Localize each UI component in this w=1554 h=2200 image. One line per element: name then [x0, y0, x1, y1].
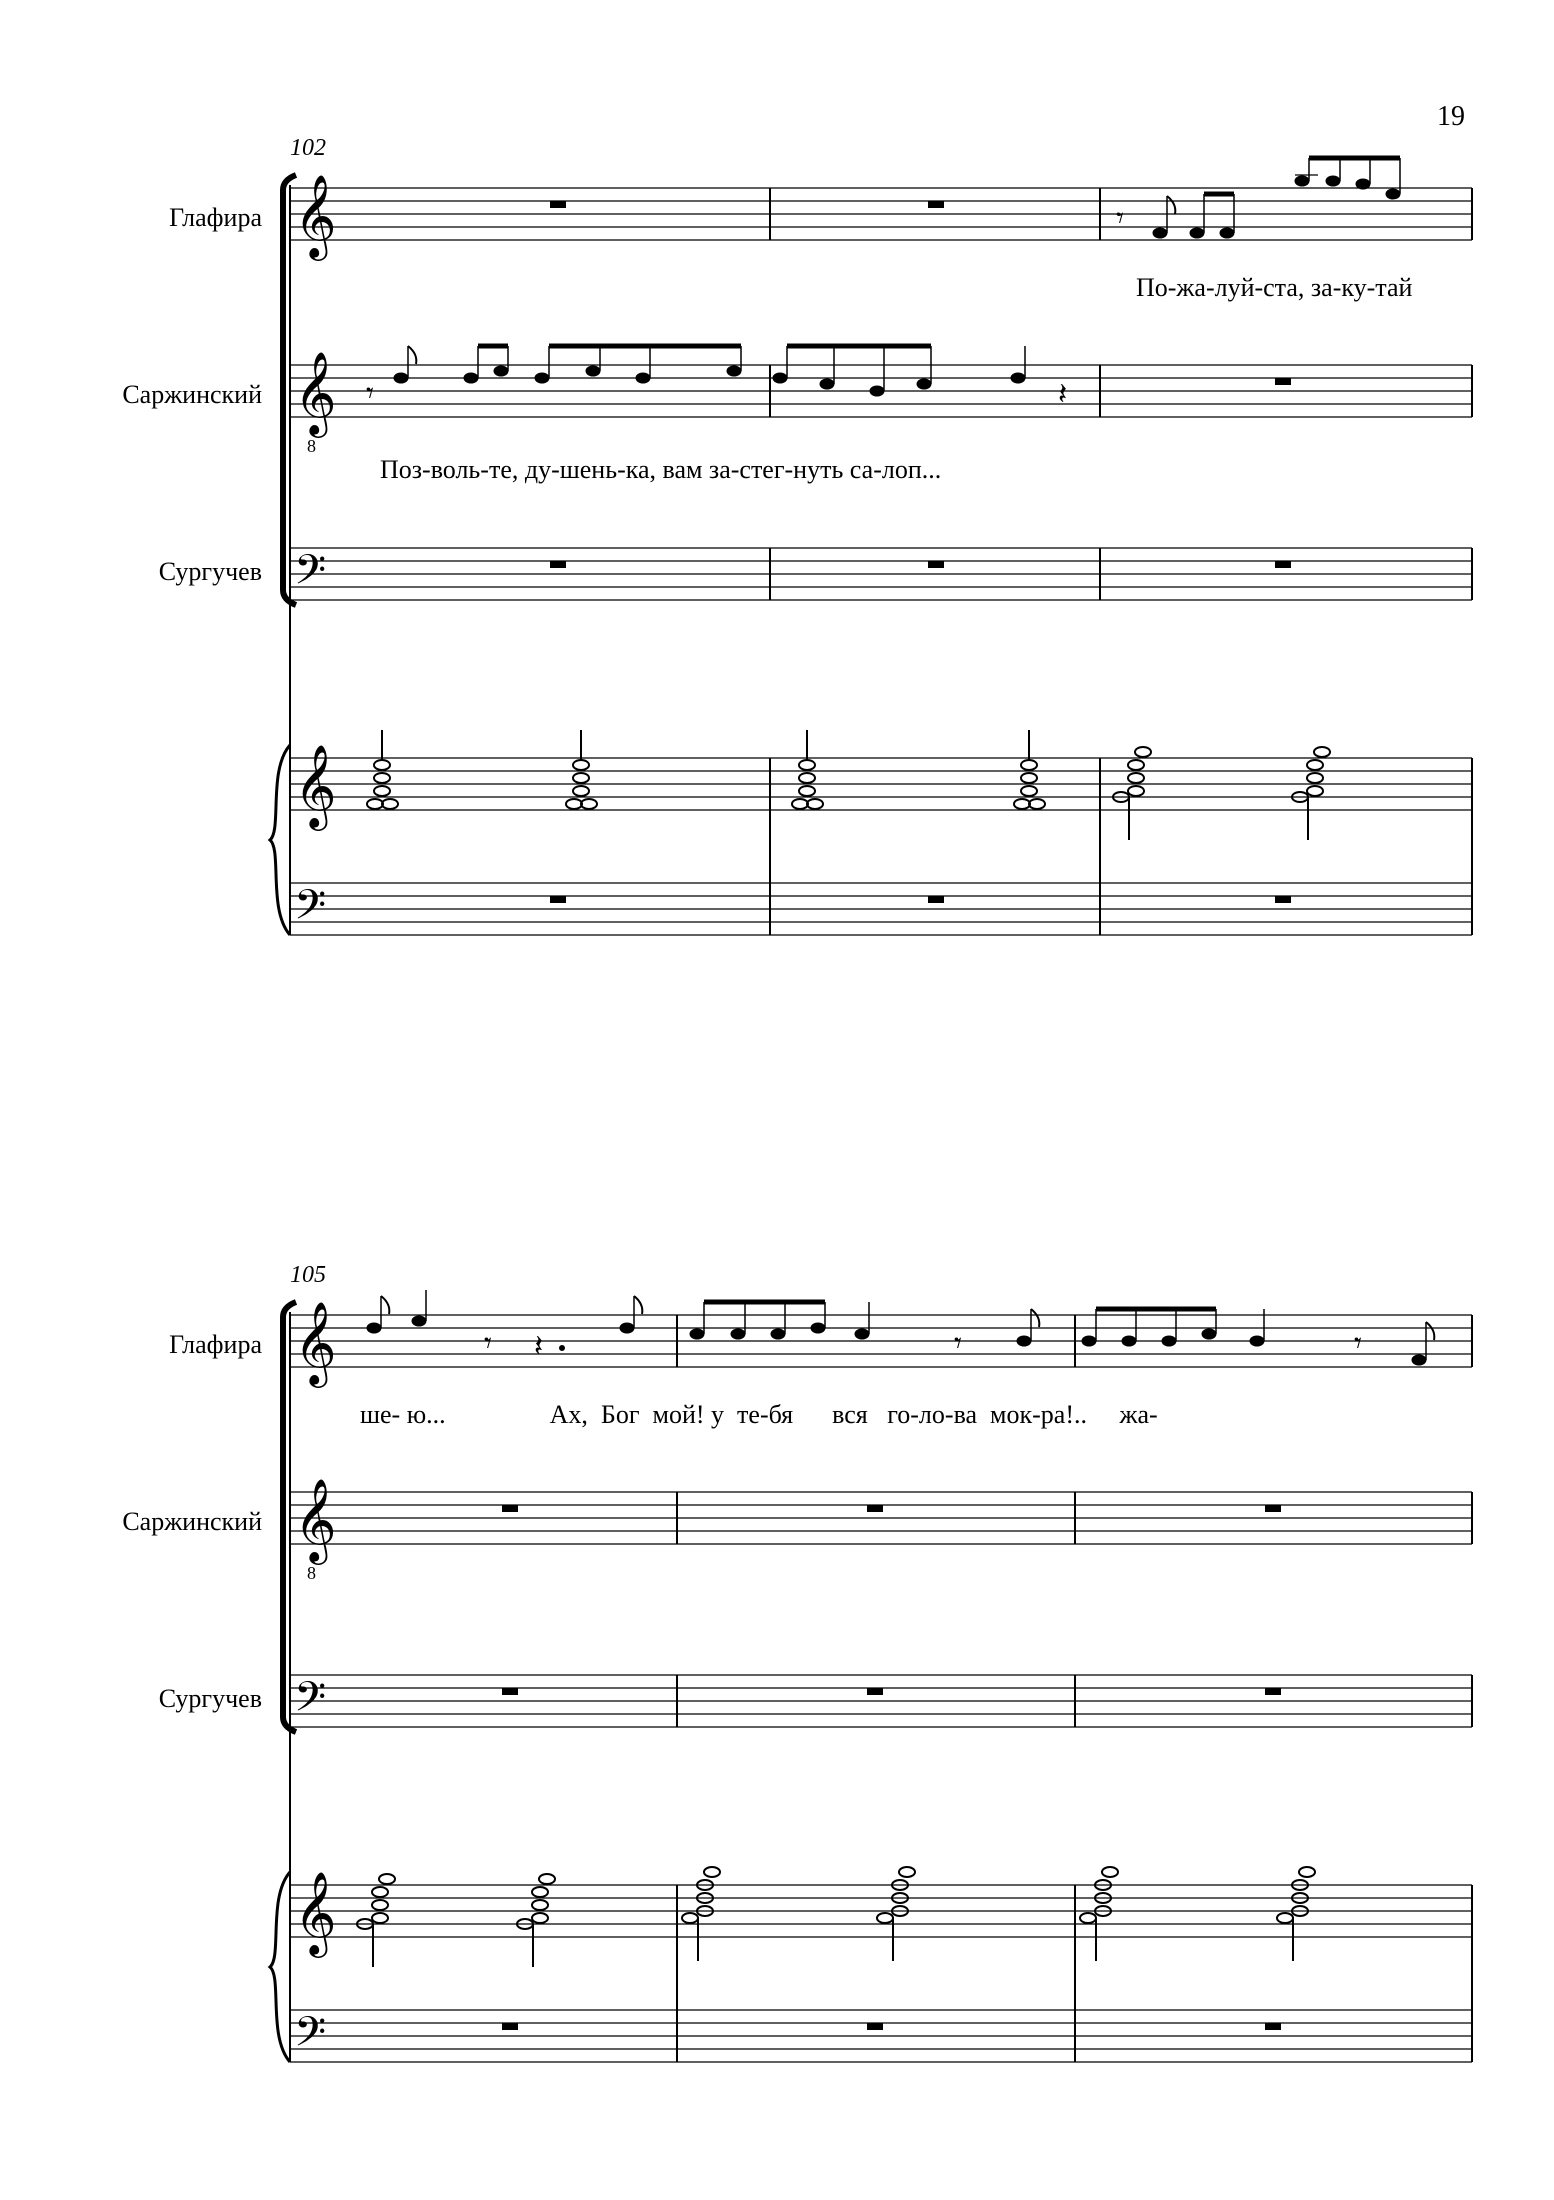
piano-rh-chords [357, 1867, 1315, 1967]
treble-clef-8vb-icon: 𝄞 [294, 1480, 337, 1560]
eighth-rest-icon: 𝄾 [366, 377, 374, 410]
lyrics-glafira: По-жа-луй-ста, за-ку-тай [1136, 273, 1413, 302]
whole-rest [867, 2023, 883, 2030]
eighth-rest-icon: 𝄾 [1116, 202, 1124, 235]
treble-clef-icon: 𝄞 [294, 1873, 337, 1953]
lyrics-glafira: ше- ю... Ах, Бог мой! у те-бя вся го-ло-ва мок-ра!.. жа- [360, 1400, 1158, 1429]
whole-rest [1265, 2023, 1281, 2030]
treble-clef-8vb-icon: 𝄞 [294, 353, 337, 433]
staff-surguchev [290, 548, 1472, 600]
eighth-rest-icon: 𝄾 [1354, 1327, 1362, 1360]
quarter-rest-icon: 𝄽 [534, 1330, 544, 1363]
whole-rest [928, 896, 944, 903]
octave-8-marker: 8 [307, 1563, 316, 1583]
whole-rest [550, 561, 566, 568]
page-number: 19 [1437, 101, 1465, 132]
treble-clef-icon: 𝄞 [294, 746, 337, 826]
whole-rest [867, 1505, 883, 1512]
part-name-sarzhinsky: Саржинский [122, 380, 262, 409]
staff-glafira [290, 1315, 1472, 1367]
treble-clef-icon: 𝄞 [294, 176, 337, 256]
whole-rest [1265, 1688, 1281, 1695]
bass-clef-icon: 𝄢 [294, 882, 327, 938]
whole-rest [1275, 561, 1291, 568]
octave-8-marker: 8 [307, 436, 316, 456]
system-1 [122, 135, 1472, 938]
part-name-surguchev: Сургучев [158, 557, 262, 586]
whole-rest [1265, 1505, 1281, 1512]
staff-surguchev [290, 1675, 1472, 1727]
bass-clef-icon: 𝄢 [294, 1674, 327, 1730]
piano-brace [270, 1872, 290, 2062]
lyrics-sarzhinsky: Поз-воль-те, ду-шень-ка, вам за-стег-нуть са-лоп... [380, 455, 942, 484]
piano-brace [270, 745, 290, 935]
staff-piano-lh [290, 883, 1472, 935]
whole-rest [550, 896, 566, 903]
eighth-rest-icon: 𝄾 [484, 1327, 492, 1360]
part-name-glafira: Глафира [169, 1330, 262, 1359]
whole-rest [928, 561, 944, 568]
part-name-glafira: Глафира [169, 203, 262, 232]
part-name-surguchev: Сургучев [158, 1684, 262, 1713]
quarter-rest-icon: 𝄽 [1058, 378, 1068, 411]
whole-rest [867, 1688, 883, 1695]
part-name-sarzhinsky: Саржинский [122, 1507, 262, 1536]
piano-rh-chords [367, 730, 1330, 840]
measure-number: 105 [290, 1262, 326, 1288]
staff-piano-lh [290, 2010, 1472, 2062]
measure-number: 102 [290, 135, 326, 161]
whole-rest [502, 2023, 518, 2030]
whole-rest [502, 1505, 518, 1512]
staff-glafira [290, 188, 1472, 240]
whole-rest [502, 1688, 518, 1695]
whole-rest [1275, 378, 1291, 385]
bass-clef-icon: 𝄢 [294, 547, 327, 603]
whole-rest [1275, 896, 1291, 903]
system-2 [122, 1262, 1472, 2065]
eighth-rest-icon: 𝄾 [954, 1327, 962, 1360]
treble-clef-icon: 𝄞 [294, 1303, 337, 1383]
glafira-melody-m104 [1116, 158, 1400, 238]
bass-clef-icon: 𝄢 [294, 2009, 327, 2065]
staff-sarzhinsky [290, 1492, 1472, 1544]
whole-rest [550, 201, 566, 208]
whole-rest [928, 201, 944, 208]
